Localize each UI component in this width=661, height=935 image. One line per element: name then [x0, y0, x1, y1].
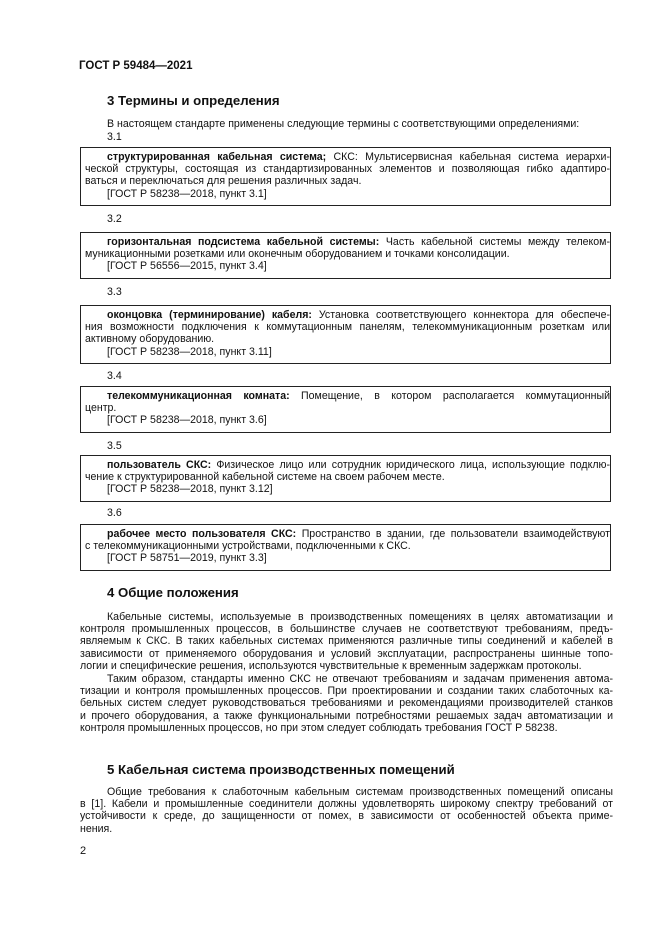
text-line: нения. [80, 822, 113, 835]
page-number: 2 [80, 845, 87, 857]
term-box [80, 524, 611, 571]
term-source: [ГОСТ Р 58238—2018, пункт 3.1] [107, 187, 267, 200]
term-line: рабочее место пользователя СКС: Пространство в здании, где пользователи взаимодействуют [107, 528, 611, 540]
section-3-intro: В настоящем стандарте применены следующие термины с соответствующими определениями: [107, 118, 580, 130]
term-box [80, 147, 611, 206]
term-line: телекоммуникационная комната: Помещение, в котором располагается коммутационный [107, 390, 610, 402]
text-line: Кабельные системы, используемые в производственных помещениях в целях автоматизации и [107, 611, 613, 623]
term-line: чение к структурированной кабельной системе на своем рабочем месте. [85, 471, 445, 484]
text-line: бельных систем следует руководствоваться требованиями и рекомендациями производителей станков [80, 697, 613, 710]
term-number: 3.4 [107, 370, 122, 382]
section-4-paragraph-2 [80, 673, 613, 734]
term-box [80, 386, 611, 433]
term-number: 3.1 [107, 131, 122, 143]
term-line: оконцовка (терминирование) кабеля: Установка соответствующего коннектора для обеспече- [107, 309, 610, 321]
term-line: ваться и переключаться для решения различных задач. [85, 175, 362, 188]
term-line: структурированная кабельная система; СКС: Мультисервисная кабельная система иерархи- [107, 151, 610, 163]
text-line: контроля промышленных процессов, в большинстве случаев не соответствуют требованиям, предъ- [80, 623, 613, 636]
section-5-title: 5 Кабельная система производственных помещений [107, 762, 455, 777]
text-line: являемым к СКС. В таких кабельных системах применяются различные типы соединений и кабелей в [80, 635, 613, 648]
term-source: [ГОСТ Р 58751—2019, пункт 3.3] [107, 552, 267, 565]
section-5-paragraph-1 [80, 786, 613, 835]
term-box [80, 232, 611, 279]
section-4-paragraph-1 [80, 611, 613, 672]
text-line: зависимости от применяемого оборудования и условий эксплуатации, распространены шинные топо- [80, 647, 613, 660]
term-name: горизонтальная подсистема кабельной системы: [107, 236, 380, 248]
standard-header: ГОСТ Р 59484—2021 [79, 60, 193, 72]
term-line: ческой структуры, состоящая из стандартизированных элементов и позволяющая гибко адаптиро- [85, 163, 610, 176]
term-name: рабочее место пользователя СКС: [107, 528, 297, 540]
term-box [80, 455, 611, 502]
term-source: [ГОСТ Р 58238—2018, пункт 3.11] [107, 345, 272, 358]
term-box [80, 305, 611, 364]
text-line: Общие требования к слаботочным кабельным системам производственных помещений описаны [107, 786, 613, 798]
term-line: ния возможности подключения к коммутационным панелям, телекоммуникационным розеткам или [85, 321, 610, 334]
term-line: центр. [85, 402, 117, 415]
text-line: устойчивости к среде, до защищенности от помех, в зависимости от особенностей объекта приме- [80, 810, 613, 823]
term-source: [ГОСТ Р 56556—2015, пункт 3.4] [107, 260, 267, 273]
term-name: оконцовка (терминирование) кабеля: [107, 309, 312, 321]
section-4-title: 4 Общие положения [107, 585, 239, 600]
term-source: [ГОСТ Р 58238—2018, пункт 3.12] [107, 483, 273, 496]
term-name: структурированная кабельная система; [107, 151, 327, 163]
section-3-title: 3 Термины и определения [107, 93, 280, 108]
term-number: 3.3 [107, 286, 122, 298]
term-line: активному оборудованию. [85, 333, 215, 346]
term-number: 3.2 [107, 213, 122, 225]
text-line: тизации и контроля промышленных процессов. При проектировании и создании таких слаботочных ка- [80, 685, 613, 698]
term-line: с телекоммуникационными устройствами, подключенными к СКС. [85, 540, 411, 553]
term-line: горизонтальная подсистема кабельной системы: Часть кабельной системы между телеком- [107, 236, 610, 248]
text-line: логии и специфические решения, используются чувствительные к временным задержкам протоколы. [80, 659, 582, 672]
term-name: телекоммуникационная комната: [107, 390, 290, 402]
term-source: [ГОСТ Р 58238—2018, пункт 3.6] [107, 414, 267, 427]
term-number: 3.6 [107, 507, 122, 519]
text-line: Таким образом, стандарты именно СКС не отвечают требованиям и задачам применения автома- [107, 673, 613, 685]
text-line: в [1]. Кабели и промышленные соединители должны удовлетворять широкому спектру требований от [80, 798, 613, 811]
term-line: пользователь СКС: Физическое лицо или сотрудник юридического лица, использующие подклю- [107, 459, 610, 471]
term-line: муникационными розетками или оконечным оборудованием и точками консолидации. [85, 248, 510, 261]
term-name: пользователь СКС: [107, 459, 212, 471]
text-line: и прочего оборудования, а также функциональными потребностями решаемых задач автоматизации и [80, 709, 613, 722]
text-line: контроля промышленных процессов, но при этом следует соблюдать требования ГОСТ Р 58238. [80, 721, 558, 734]
term-number: 3.5 [107, 440, 122, 452]
